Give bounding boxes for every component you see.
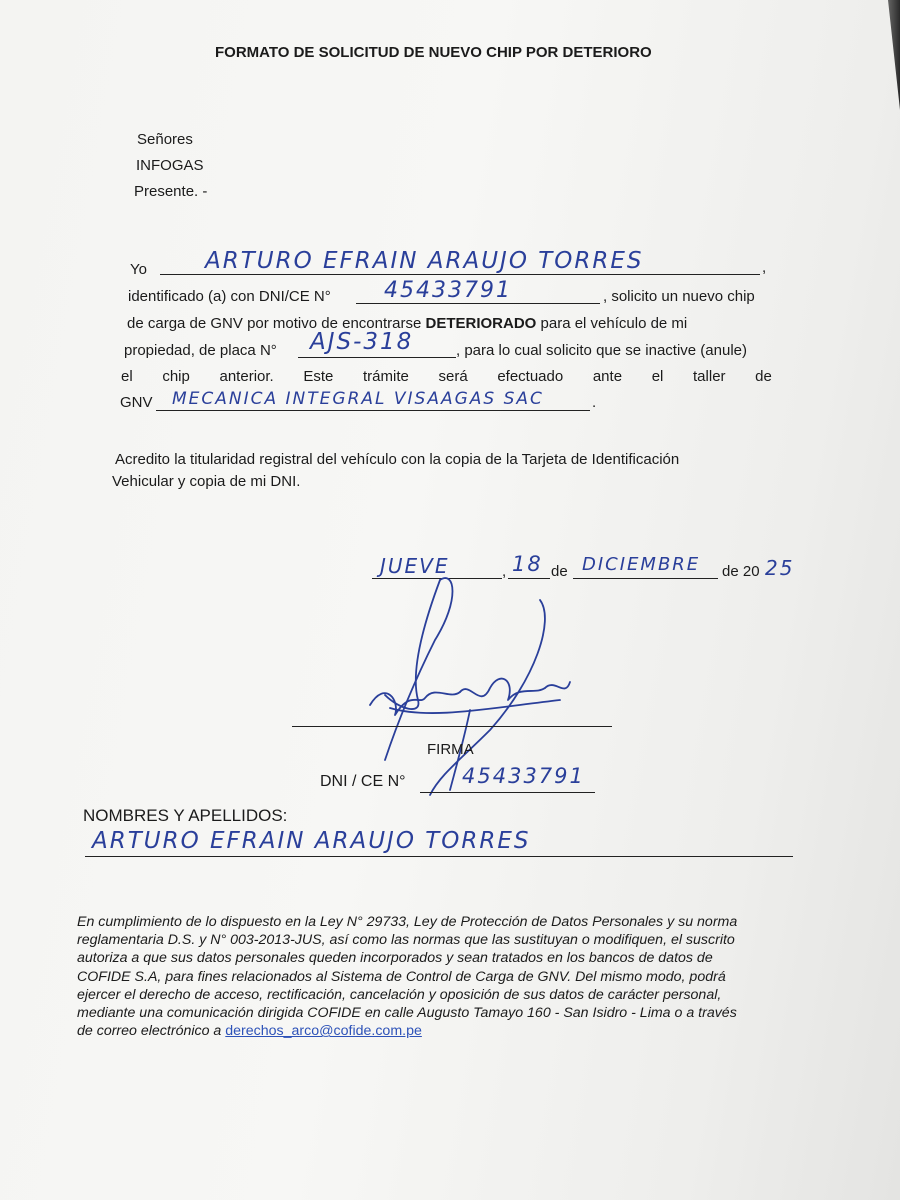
handwritten-bottom-dni: 45433791 xyxy=(462,764,585,788)
yo-label: Yo xyxy=(130,261,147,278)
bottom-dni-label: DNI / CE N° xyxy=(320,773,406,790)
firma-label: FIRMA xyxy=(427,741,474,758)
taller-field-line xyxy=(156,410,590,411)
greeting-line-1: Señores xyxy=(137,131,193,148)
handwritten-year: 25 xyxy=(765,556,795,580)
handwritten-month: DICIEMBRE xyxy=(582,554,701,575)
greeting-line-3: Presente. - xyxy=(134,183,208,200)
email-link[interactable]: derechos_arco@cofide.com.pe xyxy=(225,1023,422,1040)
data-protection-notice: En cumplimiento de lo dispuesto en la Ley N° 29733, Ley de Protección de Datos Personales y su norma reglamentaria D.S. y N° 003-2013-JUS, así como las normas que las sustituyan o modifiquen, el suscrito autoriza a que sus datos personales queden incorporados y sean tratados en los bancos de datos de COFIDE S.A, para fines relacionados al Sistema de Control de Carga de GNV. Del mismo modo, podrá ejercer el derecho de acceso, rectificación, cancelación y oposición de sus datos de carácter personal, mediante una comunicación dirigida COFIDE en calle Augusto Tamayo 160 - San Isidro - Lima o a través de correo electrónico a derechos_arco@cofide.com.pe xyxy=(77,913,822,1040)
handwritten-dni: 45433791 xyxy=(384,278,512,303)
year-prefix: de 20 xyxy=(722,563,760,580)
date-de-label: de xyxy=(551,563,568,580)
document-title: FORMATO DE SOLICITUD DE NUEVO CHIP POR DETERIORO xyxy=(215,44,652,61)
dni-suffix-text: , solicito un nuevo chip xyxy=(603,288,755,305)
legal-last-line: de correo electrónico a derechos_arco@cofide.com.pe xyxy=(77,1023,422,1040)
deteriorado-text: DETERIORADO xyxy=(425,315,537,332)
dni-label-text: identificado (a) con DNI/CE N° xyxy=(128,288,331,305)
plate-suffix-text: , para lo cual solicito que se inactive (anule) xyxy=(456,342,747,359)
acredito-line-1: Acredito la titularidad registral del vehículo con la copia de la Tarjeta de Identificación xyxy=(115,451,680,468)
handwritten-plate: AJS-318 xyxy=(310,329,414,355)
bottom-dni-line xyxy=(420,792,595,793)
page-corner-shadow xyxy=(860,0,900,110)
plate-label-text: propiedad, de placa N° xyxy=(124,342,277,359)
handwritten-full-name: ARTURO EFRAIN ARAUJO TORRES xyxy=(92,828,531,854)
name-field-comma: , xyxy=(762,259,767,276)
nombres-label: NOMBRES Y APELLIDOS: xyxy=(83,806,288,825)
dni-field-line xyxy=(356,303,600,304)
signature-line xyxy=(292,726,612,727)
name-field-line xyxy=(160,274,760,275)
handwritten-name: ARTURO EFRAIN ARAUJO TORRES xyxy=(205,248,644,274)
date-comma: , xyxy=(502,563,507,580)
handwritten-day-number: 18 xyxy=(512,552,543,576)
nombres-field-line xyxy=(85,856,793,857)
taller-sentence-line: el chip anterior. Este trámite será efectuado ante el taller de xyxy=(121,368,772,385)
taller-period: . xyxy=(592,394,597,411)
plate-field-line xyxy=(298,357,456,358)
gnv-label: GNV xyxy=(120,394,153,411)
acredito-line-2: Vehicular y copia de mi DNI. xyxy=(112,473,301,490)
handwritten-day-name: JUEVE xyxy=(380,554,450,578)
greeting-line-2: INFOGAS xyxy=(136,157,204,174)
handwritten-taller: MECANICA INTEGRAL VISAAGAS SAC xyxy=(172,389,544,409)
reason-text: de carga de GNV por motivo de encontrarse DETERIORADO para el vehículo de mi xyxy=(127,315,688,332)
